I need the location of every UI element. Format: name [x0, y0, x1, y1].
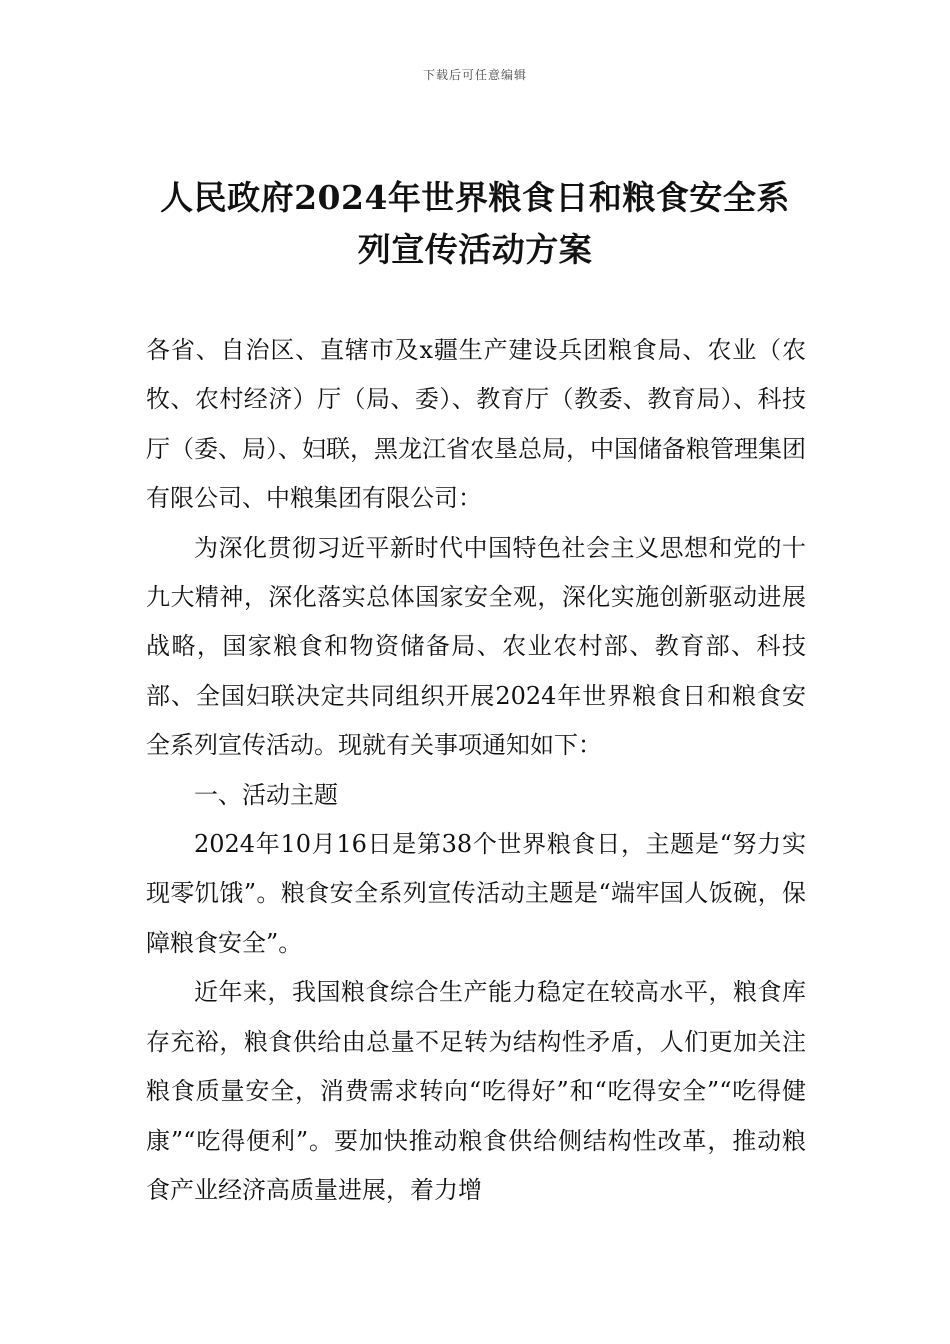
header-note: 下载后可任意编辑	[422, 68, 527, 82]
title-line-2: 列宣传活动方案	[357, 230, 593, 269]
background-paragraph: 近年来，我国粮食综合生产能力稳定在较高水平，粮食库存充裕，粮食供给由总量不足转为结构性矛盾，人们更加关注粮食质量安全，消费需求转向“吃得好”和“吃得安全”“吃得健康”“吃得便利”。要加快推动粮食供给侧结构性改革，推动粮食产业经济高质量进展，着力增	[146, 978, 806, 1204]
addressee-paragraph: 各省、自治区、直辖市及x疆生产建设兵团粮食局、农业（农牧、农村经济）厅（局、委）、教育厅（教委、教育局）、科技厅（委、局）、妇联，黑龙江省农垦总局，中国储备粮管理集团有限公司、中粮集团有限公司：	[146, 336, 806, 513]
section-heading: 一、活动主题	[194, 780, 338, 809]
document-title	[140, 172, 810, 276]
title-line-1: 人民政府2024年世界粮食日和粮食安全系	[160, 178, 790, 217]
theme-paragraph: 2024年10月16日是第38个世界粮食日，主题是“努力实现零饥饿”。粮食安全系列宣传活动主题是“端牢国人饭碗，保障粮食安全”。	[146, 830, 806, 957]
document-body	[146, 326, 806, 1215]
intro-paragraph: 为深化贯彻习近平新时代中国特色社会主义思想和党的十九大精神，深化落实总体国家安全观，深化实施创新驱动进展战略，国家粮食和物资储备局、农业农村部、教育部、科技部、全国妇联决定共同组织开展2024年世界粮食日和粮食安全系列宣传活动。现就有关事项通知如下：	[146, 533, 806, 760]
